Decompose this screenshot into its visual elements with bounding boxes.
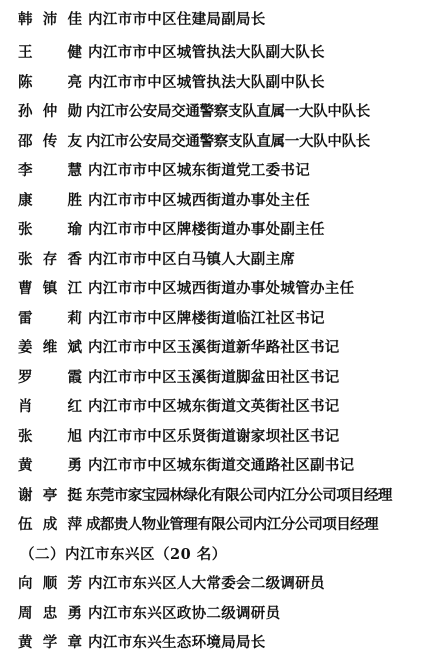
- person-title: 内江市市中区牌楼街道办事处副主任: [88, 221, 325, 238]
- name-char: 曹: [18, 280, 33, 297]
- name-char: 姜: [18, 339, 33, 356]
- name-char: 仲: [42, 103, 58, 120]
- name-char: 斌: [67, 339, 82, 356]
- name-char: 胜: [67, 192, 82, 209]
- name-char: 忠: [42, 605, 58, 622]
- name-char: 雷: [18, 310, 33, 327]
- person-title: 内江市市中区牌楼街道临江社区书记: [88, 310, 325, 327]
- person-name: [18, 333, 82, 362]
- name-char: 张: [18, 251, 33, 268]
- name-char: 黄: [18, 634, 33, 651]
- person-name: [18, 628, 82, 657]
- name-char: 伍: [18, 516, 33, 533]
- person-title: 内江市东兴区政协二级调研员: [88, 605, 281, 622]
- person-name: [18, 392, 82, 421]
- name-char: 友: [67, 133, 82, 150]
- name-char: 李: [18, 162, 33, 179]
- person-title: 内江市市中区城管执法大队副大队长: [88, 44, 325, 61]
- person-title: 内江市东兴生态环境局局长: [88, 634, 266, 651]
- person-name: [18, 451, 82, 480]
- name-char: 萍: [67, 516, 82, 533]
- person-title: 东莞市家宝园林绿化有限公司内江分公司项目经理: [86, 487, 392, 504]
- section-header-row: [0, 540, 444, 569]
- person-name: [18, 245, 82, 274]
- person-name: [18, 186, 82, 215]
- list-item: [0, 363, 444, 392]
- person-name: [18, 156, 82, 185]
- list-item: [0, 38, 444, 67]
- list-item: [0, 422, 444, 451]
- person-name: [18, 5, 82, 34]
- name-char: 旭: [67, 428, 82, 445]
- person-name: [18, 599, 82, 628]
- name-char: 邵: [18, 133, 33, 150]
- list-item: [0, 127, 444, 156]
- list-item: [0, 304, 444, 333]
- list-item: [0, 68, 444, 97]
- person-title: 内江市市中区玉溪街道新华路社区书记: [88, 339, 340, 356]
- person-title: 内江市市中区城东街道文英街社区书记: [88, 398, 340, 415]
- person-title: 内江市市中区城西街道办事处主任: [88, 192, 310, 209]
- list-item: [0, 451, 444, 480]
- section-header: （二）内江市东兴区（20 名）: [20, 546, 227, 563]
- list-item: [0, 274, 444, 303]
- name-char: 存: [42, 251, 58, 268]
- person-name: [18, 38, 82, 67]
- person-title: 内江市市中区城东街道党工委书记: [88, 162, 310, 179]
- person-title: 内江市市中区城东街道交通路社区副书记: [88, 457, 355, 474]
- name-char: 勋: [67, 103, 82, 120]
- name-char: 顺: [42, 575, 58, 592]
- person-name: [18, 422, 82, 451]
- person-name: [18, 569, 82, 598]
- name-char: 莉: [67, 310, 82, 327]
- list-item: [0, 510, 444, 539]
- person-name: [18, 304, 82, 333]
- list-item: [0, 599, 444, 628]
- name-char: 挺: [67, 487, 82, 504]
- name-char: 罗: [18, 369, 33, 386]
- name-char: 王: [18, 44, 33, 61]
- name-char: 勇: [67, 605, 82, 622]
- name-char: 韩: [18, 11, 33, 28]
- person-name: [18, 97, 82, 126]
- name-char: 红: [67, 398, 82, 415]
- list-item: [0, 245, 444, 274]
- list-item: [0, 97, 444, 126]
- list-item: [0, 215, 444, 244]
- list-item: [0, 156, 444, 185]
- list-item: [0, 333, 444, 362]
- name-char: 成: [42, 516, 58, 533]
- person-title: 内江市市中区玉溪街道脚盆田社区书记: [88, 369, 340, 386]
- name-char: 镇: [42, 280, 58, 297]
- name-char: 亭: [42, 487, 58, 504]
- person-title: 成都贵人物业管理有限公司内江分公司项目经理: [86, 516, 378, 533]
- person-name: [18, 510, 82, 539]
- list-item: [0, 628, 444, 657]
- person-title: 内江市市中区乐贤街道谢家坝社区书记: [88, 428, 340, 445]
- name-char: 江: [67, 280, 82, 297]
- name-char: 佳: [67, 11, 82, 28]
- name-char: 沛: [42, 11, 58, 28]
- name-char: 黄: [18, 457, 33, 474]
- name-char: 张: [18, 221, 33, 238]
- name-char: 孙: [18, 103, 33, 120]
- name-char: 健: [67, 44, 82, 61]
- person-title: 内江市市中区城管执法大队副中队长: [88, 74, 325, 91]
- name-char: 香: [67, 251, 82, 268]
- list-item: [0, 392, 444, 421]
- name-char: 亮: [67, 74, 82, 91]
- name-char: 谢: [18, 487, 33, 504]
- name-char: 芳: [67, 575, 82, 592]
- name-char: 瑜: [67, 221, 82, 238]
- name-char: 康: [18, 192, 33, 209]
- person-title: 内江市市中区城西街道办事处城管办主任: [88, 280, 355, 297]
- name-char: 学: [42, 634, 58, 651]
- person-name: [18, 215, 82, 244]
- name-char: 维: [42, 339, 58, 356]
- name-char: 张: [18, 428, 33, 445]
- name-char: 传: [42, 133, 58, 150]
- name-char: 慧: [67, 162, 82, 179]
- name-char: 周: [18, 605, 33, 622]
- person-title: 内江市公安局交通警察支队直属一大队中队长: [86, 133, 370, 150]
- name-char: 肖: [18, 398, 33, 415]
- list-item: [0, 5, 444, 34]
- name-char: 向: [18, 575, 33, 592]
- person-title: 内江市市中区住建局副局长: [88, 11, 266, 28]
- person-name: [18, 68, 82, 97]
- list-item: [0, 186, 444, 215]
- name-char: 章: [67, 634, 82, 651]
- list-item: [0, 481, 444, 510]
- person-name: [18, 274, 82, 303]
- name-char: 陈: [18, 74, 33, 91]
- person-name: [18, 481, 82, 510]
- person-name: [18, 363, 82, 392]
- list-item: [0, 569, 444, 598]
- name-char: 霞: [67, 369, 82, 386]
- person-title: 内江市公安局交通警察支队直属一大队中队长: [86, 103, 370, 120]
- person-title: 内江市东兴区人大常委会二级调研员: [88, 575, 325, 592]
- person-title: 内江市市中区白马镇人大副主席: [88, 251, 296, 268]
- name-char: 勇: [67, 457, 82, 474]
- person-name: [18, 127, 82, 156]
